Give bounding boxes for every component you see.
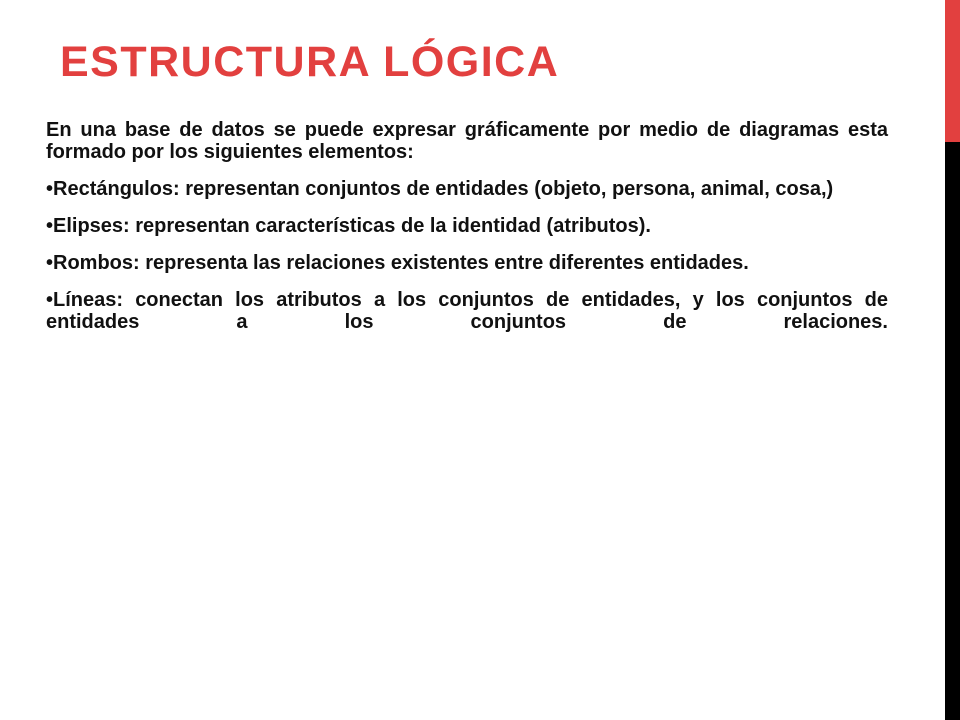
bullet-rhombuses: •Rombos: representa las relaciones existentes entre diferentes entidades.: [46, 252, 749, 274]
accent-bar-red: [945, 0, 960, 142]
bullet-rectangles: •Rectángulos: representan conjuntos de entidades (objeto, persona, animal, cosa,): [46, 178, 834, 200]
bullet-lines: •Líneas: conectan los atributos a los conjuntos de entidades, y los conjuntos de entidades a los conjuntos de relaciones.: [46, 289, 888, 333]
bullet-ellipses: •Elipses: representan características de la identidad (atributos).: [46, 215, 651, 237]
slide-body: [46, 119, 888, 348]
accent-bar-black: [945, 142, 960, 720]
slide-title: ESTRUCTURA LÓGICA: [60, 38, 560, 86]
intro-paragraph: En una base de datos se puede expresar gráficamente por medio de diagramas esta formado por los siguientes elementos:: [46, 119, 888, 163]
